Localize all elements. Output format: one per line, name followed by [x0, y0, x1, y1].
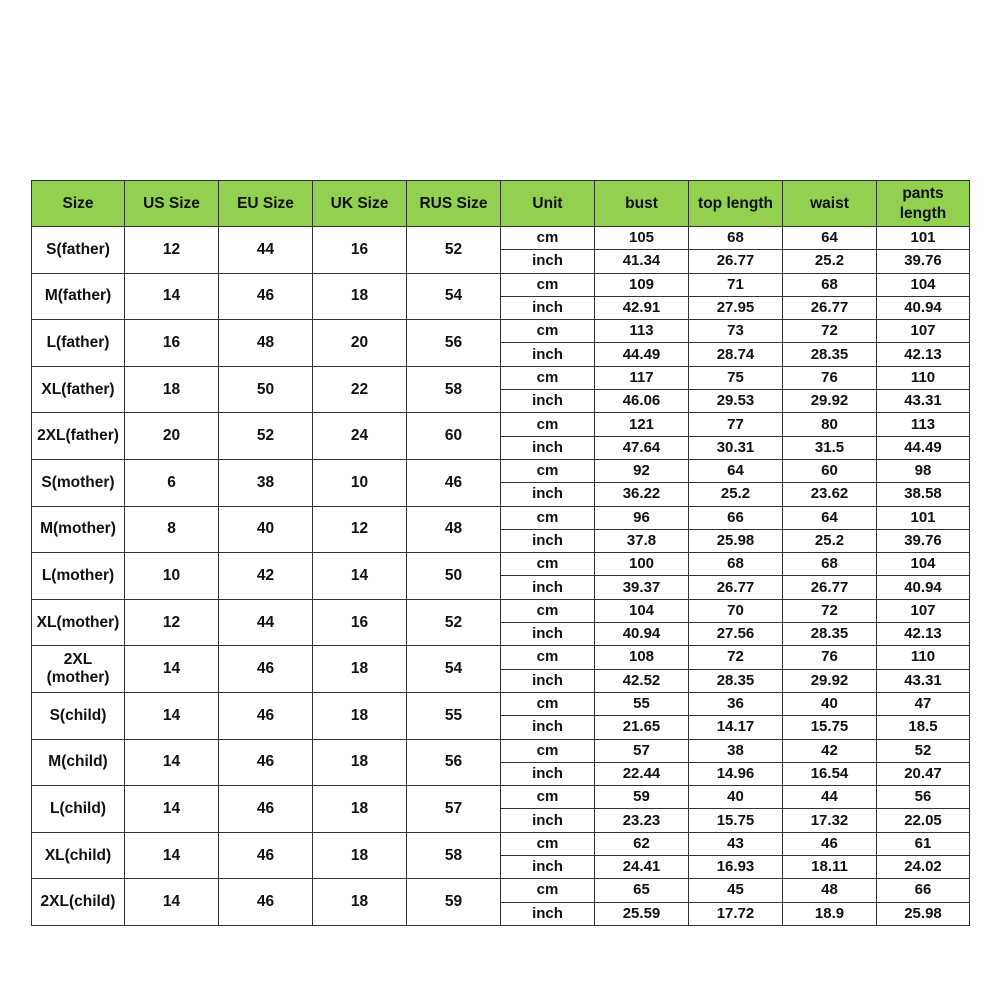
top-length-cell: 27.56: [689, 623, 783, 646]
top-length-cell: 71: [689, 273, 783, 296]
header-pants-length: [877, 181, 970, 227]
waist-cell: 17.32: [783, 809, 877, 832]
eu-size-cell: 46: [219, 879, 313, 926]
size-label-cell: M(mother): [32, 506, 125, 553]
unit-cell: inch: [501, 390, 595, 413]
bust-cell: 40.94: [595, 623, 689, 646]
eu-size-cell: 42: [219, 553, 313, 600]
pants-length-cell: 20.47: [877, 762, 970, 785]
waist-cell: 68: [783, 273, 877, 296]
waist-cell: 80: [783, 413, 877, 436]
top-length-cell: 14.17: [689, 716, 783, 739]
eu-size-cell: 46: [219, 832, 313, 879]
header-top-length: [689, 181, 783, 227]
uk-size-cell: 24: [313, 413, 407, 460]
top-length-cell: 68: [689, 553, 783, 576]
rus-size-cell: 54: [407, 273, 501, 320]
waist-cell: 28.35: [783, 623, 877, 646]
waist-cell: 25.2: [783, 529, 877, 552]
size-label-cell: 2XL(father): [32, 413, 125, 460]
top-length-cell: 38: [689, 739, 783, 762]
table-row: [32, 320, 970, 343]
us-size-cell: 12: [125, 227, 219, 274]
table-row: [32, 646, 970, 669]
table-row: [32, 879, 970, 902]
pants-length-cell: 42.13: [877, 623, 970, 646]
table-row: [32, 227, 970, 250]
unit-cell: inch: [501, 762, 595, 785]
us-size-cell: 16: [125, 320, 219, 367]
top-length-cell: 26.77: [689, 576, 783, 599]
pants-length-cell: 110: [877, 646, 970, 669]
rus-size-cell: 55: [407, 692, 501, 739]
waist-cell: 29.92: [783, 390, 877, 413]
pants-length-cell: 43.31: [877, 669, 970, 692]
uk-size-cell: 18: [313, 786, 407, 833]
waist-cell: 44: [783, 786, 877, 809]
top-length-cell: 14.96: [689, 762, 783, 785]
uk-size-cell: 22: [313, 366, 407, 413]
top-length-cell: 25.98: [689, 529, 783, 552]
pants-length-cell: 104: [877, 553, 970, 576]
unit-cell: cm: [501, 506, 595, 529]
uk-size-cell: 18: [313, 646, 407, 693]
size-chart-table: [31, 180, 970, 926]
top-length-cell: 68: [689, 227, 783, 250]
bust-cell: 36.22: [595, 483, 689, 506]
header-label: waist: [810, 194, 849, 212]
top-length-cell: 16.93: [689, 856, 783, 879]
size-label-cell: M(child): [32, 739, 125, 786]
header-label: UK Size: [330, 194, 389, 212]
eu-size-cell: 40: [219, 506, 313, 553]
pants-length-cell: 66: [877, 879, 970, 902]
bust-cell: 44.49: [595, 343, 689, 366]
bust-cell: 23.23: [595, 809, 689, 832]
pants-length-cell: 107: [877, 320, 970, 343]
eu-size-cell: 50: [219, 366, 313, 413]
eu-size-cell: 38: [219, 459, 313, 506]
header-unit: [501, 181, 595, 227]
unit-cell: inch: [501, 483, 595, 506]
rus-size-cell: 50: [407, 553, 501, 600]
bust-cell: 108: [595, 646, 689, 669]
waist-cell: 46: [783, 832, 877, 855]
us-size-cell: 14: [125, 692, 219, 739]
waist-cell: 60: [783, 459, 877, 482]
waist-cell: 26.77: [783, 296, 877, 319]
eu-size-cell: 52: [219, 413, 313, 460]
size-label-cell: 2XL (mother): [32, 646, 125, 693]
unit-cell: inch: [501, 809, 595, 832]
unit-cell: inch: [501, 250, 595, 273]
bust-cell: 22.44: [595, 762, 689, 785]
us-size-cell: 10: [125, 553, 219, 600]
waist-cell: 18.9: [783, 902, 877, 925]
waist-cell: 15.75: [783, 716, 877, 739]
bust-cell: 41.34: [595, 250, 689, 273]
eu-size-cell: 46: [219, 646, 313, 693]
unit-cell: inch: [501, 716, 595, 739]
waist-cell: 76: [783, 646, 877, 669]
unit-cell: inch: [501, 576, 595, 599]
bust-cell: 39.37: [595, 576, 689, 599]
pants-length-cell: 43.31: [877, 390, 970, 413]
bust-cell: 47.64: [595, 436, 689, 459]
header-waist: [783, 181, 877, 227]
uk-size-cell: 10: [313, 459, 407, 506]
uk-size-cell: 18: [313, 273, 407, 320]
rus-size-cell: 57: [407, 786, 501, 833]
pants-length-cell: 52: [877, 739, 970, 762]
eu-size-cell: 46: [219, 273, 313, 320]
pants-length-cell: 101: [877, 506, 970, 529]
size-label-cell: L(mother): [32, 553, 125, 600]
waist-cell: 23.62: [783, 483, 877, 506]
size-label-cell: M(father): [32, 273, 125, 320]
pants-length-cell: 101: [877, 227, 970, 250]
table-row: [32, 739, 970, 762]
rus-size-cell: 60: [407, 413, 501, 460]
top-length-cell: 73: [689, 320, 783, 343]
top-length-cell: 45: [689, 879, 783, 902]
bust-cell: 105: [595, 227, 689, 250]
uk-size-cell: 16: [313, 599, 407, 646]
top-length-cell: 43: [689, 832, 783, 855]
us-size-cell: 14: [125, 646, 219, 693]
bust-cell: 121: [595, 413, 689, 436]
table-header: [32, 181, 970, 227]
table-row: [32, 553, 970, 576]
header-label: RUS Size: [419, 194, 488, 212]
us-size-cell: 14: [125, 786, 219, 833]
waist-cell: 26.77: [783, 576, 877, 599]
rus-size-cell: 54: [407, 646, 501, 693]
unit-cell: cm: [501, 692, 595, 715]
us-size-cell: 20: [125, 413, 219, 460]
header-label: Unit: [532, 194, 563, 212]
unit-cell: inch: [501, 669, 595, 692]
size-label-cell: 2XL(child): [32, 879, 125, 926]
top-length-cell: 29.53: [689, 390, 783, 413]
bust-cell: 96: [595, 506, 689, 529]
waist-cell: 40: [783, 692, 877, 715]
pants-length-cell: 38.58: [877, 483, 970, 506]
bust-cell: 62: [595, 832, 689, 855]
header-label: top length: [698, 194, 773, 212]
bust-cell: 100: [595, 553, 689, 576]
unit-cell: cm: [501, 227, 595, 250]
eu-size-cell: 46: [219, 739, 313, 786]
us-size-cell: 14: [125, 273, 219, 320]
top-length-cell: 26.77: [689, 250, 783, 273]
bust-cell: 42.91: [595, 296, 689, 319]
pants-length-cell: 104: [877, 273, 970, 296]
top-length-cell: 28.74: [689, 343, 783, 366]
waist-cell: 64: [783, 227, 877, 250]
top-length-cell: 28.35: [689, 669, 783, 692]
size-label-cell: XL(father): [32, 366, 125, 413]
rus-size-cell: 48: [407, 506, 501, 553]
table-row: [32, 273, 970, 296]
header-size: [32, 181, 125, 227]
uk-size-cell: 18: [313, 692, 407, 739]
uk-size-cell: 14: [313, 553, 407, 600]
table-row: [32, 413, 970, 436]
waist-cell: 64: [783, 506, 877, 529]
header-uk-size: [313, 181, 407, 227]
top-length-cell: 25.2: [689, 483, 783, 506]
rus-size-cell: 58: [407, 832, 501, 879]
unit-cell: cm: [501, 366, 595, 389]
uk-size-cell: 18: [313, 832, 407, 879]
uk-size-cell: 12: [313, 506, 407, 553]
waist-cell: 72: [783, 599, 877, 622]
rus-size-cell: 56: [407, 320, 501, 367]
rus-size-cell: 59: [407, 879, 501, 926]
pants-length-cell: 56: [877, 786, 970, 809]
eu-size-cell: 46: [219, 786, 313, 833]
size-label-cell: S(mother): [32, 459, 125, 506]
waist-cell: 31.5: [783, 436, 877, 459]
header-label: US Size: [143, 194, 200, 212]
us-size-cell: 8: [125, 506, 219, 553]
unit-cell: cm: [501, 320, 595, 343]
waist-cell: 48: [783, 879, 877, 902]
size-label-cell: L(father): [32, 320, 125, 367]
unit-cell: cm: [501, 646, 595, 669]
bust-cell: 21.65: [595, 716, 689, 739]
waist-cell: 18.11: [783, 856, 877, 879]
table-row: [32, 599, 970, 622]
waist-cell: 76: [783, 366, 877, 389]
bust-cell: 57: [595, 739, 689, 762]
waist-cell: 25.2: [783, 250, 877, 273]
table-row: [32, 459, 970, 482]
waist-cell: 42: [783, 739, 877, 762]
header-label: Size: [62, 194, 94, 212]
us-size-cell: 14: [125, 879, 219, 926]
bust-cell: 25.59: [595, 902, 689, 925]
bust-cell: 65: [595, 879, 689, 902]
us-size-cell: 18: [125, 366, 219, 413]
bust-cell: 55: [595, 692, 689, 715]
size-label-cell: S(father): [32, 227, 125, 274]
rus-size-cell: 46: [407, 459, 501, 506]
pants-length-cell: 40.94: [877, 296, 970, 319]
rus-size-cell: 56: [407, 739, 501, 786]
eu-size-cell: 48: [219, 320, 313, 367]
bust-cell: 59: [595, 786, 689, 809]
uk-size-cell: 16: [313, 227, 407, 274]
eu-size-cell: 46: [219, 692, 313, 739]
rus-size-cell: 52: [407, 599, 501, 646]
pants-length-cell: 98: [877, 459, 970, 482]
header-row: [32, 181, 970, 227]
table-body: [32, 227, 970, 926]
waist-cell: 68: [783, 553, 877, 576]
eu-size-cell: 44: [219, 227, 313, 274]
pants-length-cell: 61: [877, 832, 970, 855]
pants-length-cell: 113: [877, 413, 970, 436]
top-length-cell: 75: [689, 366, 783, 389]
top-length-cell: 36: [689, 692, 783, 715]
top-length-cell: 72: [689, 646, 783, 669]
waist-cell: 29.92: [783, 669, 877, 692]
us-size-cell: 14: [125, 739, 219, 786]
bust-cell: 113: [595, 320, 689, 343]
uk-size-cell: 18: [313, 739, 407, 786]
bust-cell: 117: [595, 366, 689, 389]
table-row: [32, 506, 970, 529]
pants-length-cell: 40.94: [877, 576, 970, 599]
unit-cell: cm: [501, 413, 595, 436]
bust-cell: 24.41: [595, 856, 689, 879]
us-size-cell: 6: [125, 459, 219, 506]
unit-cell: cm: [501, 879, 595, 902]
top-length-cell: 27.95: [689, 296, 783, 319]
unit-cell: cm: [501, 273, 595, 296]
unit-cell: inch: [501, 296, 595, 319]
table-row: [32, 786, 970, 809]
pants-length-cell: 39.76: [877, 529, 970, 552]
bust-cell: 37.8: [595, 529, 689, 552]
header-label: EU Size: [237, 194, 294, 212]
waist-cell: 28.35: [783, 343, 877, 366]
header-label: bust: [625, 194, 658, 212]
size-label-cell: XL(child): [32, 832, 125, 879]
top-length-cell: 66: [689, 506, 783, 529]
top-length-cell: 40: [689, 786, 783, 809]
unit-cell: inch: [501, 529, 595, 552]
waist-cell: 16.54: [783, 762, 877, 785]
us-size-cell: 12: [125, 599, 219, 646]
unit-cell: cm: [501, 599, 595, 622]
unit-cell: inch: [501, 856, 595, 879]
uk-size-cell: 18: [313, 879, 407, 926]
rus-size-cell: 58: [407, 366, 501, 413]
unit-cell: cm: [501, 553, 595, 576]
pants-length-cell: 44.49: [877, 436, 970, 459]
header-us-size: [125, 181, 219, 227]
top-length-cell: 30.31: [689, 436, 783, 459]
table-row: [32, 832, 970, 855]
pants-length-cell: 42.13: [877, 343, 970, 366]
table-row: [32, 692, 970, 715]
bust-cell: 109: [595, 273, 689, 296]
pants-length-cell: 25.98: [877, 902, 970, 925]
unit-cell: cm: [501, 739, 595, 762]
header-bust: [595, 181, 689, 227]
unit-cell: cm: [501, 459, 595, 482]
unit-cell: inch: [501, 436, 595, 459]
pants-length-cell: 22.05: [877, 809, 970, 832]
top-length-cell: 15.75: [689, 809, 783, 832]
header-eu-size: [219, 181, 313, 227]
top-length-cell: 17.72: [689, 902, 783, 925]
table-row: [32, 366, 970, 389]
unit-cell: inch: [501, 623, 595, 646]
waist-cell: 72: [783, 320, 877, 343]
top-length-cell: 70: [689, 599, 783, 622]
bust-cell: 46.06: [595, 390, 689, 413]
rus-size-cell: 52: [407, 227, 501, 274]
unit-cell: cm: [501, 786, 595, 809]
pants-length-cell: 24.02: [877, 856, 970, 879]
size-label-cell: XL(mother): [32, 599, 125, 646]
unit-cell: cm: [501, 832, 595, 855]
top-length-cell: 77: [689, 413, 783, 436]
uk-size-cell: 20: [313, 320, 407, 367]
header-label: pants length: [899, 184, 947, 222]
unit-cell: inch: [501, 902, 595, 925]
pants-length-cell: 110: [877, 366, 970, 389]
top-length-cell: 64: [689, 459, 783, 482]
bust-cell: 42.52: [595, 669, 689, 692]
bust-cell: 92: [595, 459, 689, 482]
bust-cell: 104: [595, 599, 689, 622]
header-rus-size: [407, 181, 501, 227]
size-label-cell: L(child): [32, 786, 125, 833]
us-size-cell: 14: [125, 832, 219, 879]
pants-length-cell: 39.76: [877, 250, 970, 273]
size-label-cell: S(child): [32, 692, 125, 739]
pants-length-cell: 47: [877, 692, 970, 715]
pants-length-cell: 18.5: [877, 716, 970, 739]
eu-size-cell: 44: [219, 599, 313, 646]
pants-length-cell: 107: [877, 599, 970, 622]
unit-cell: inch: [501, 343, 595, 366]
